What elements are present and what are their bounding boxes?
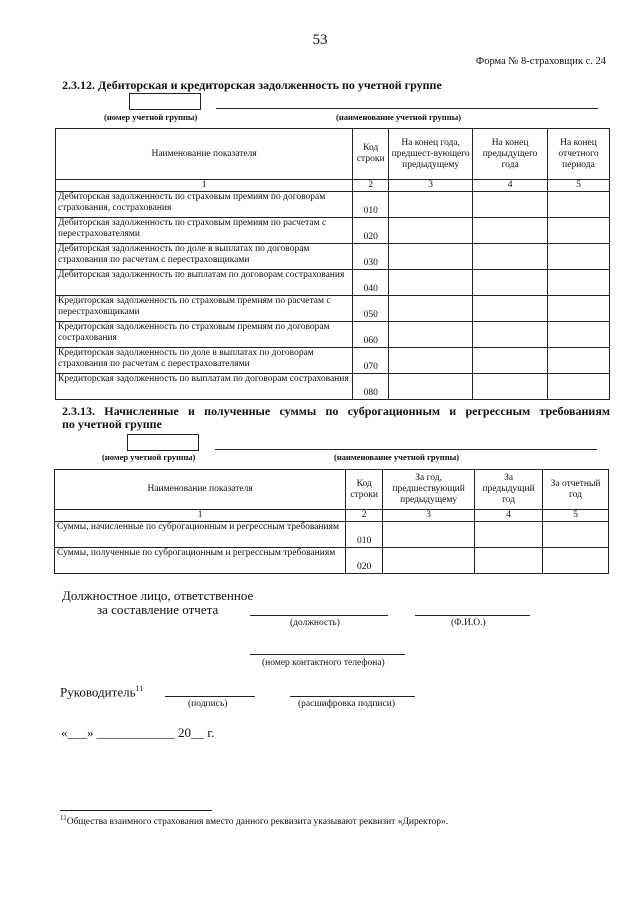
- table-row: [56, 348, 610, 374]
- form-reference: Форма № 8-страховщик с. 24: [475, 56, 606, 67]
- table-row: [56, 374, 610, 400]
- page-number: 53: [312, 32, 328, 48]
- header-col-4: За предыдущий год: [475, 470, 543, 510]
- row-name: Дебиторская задолженность по выплатам по договорам сострахования: [56, 270, 353, 296]
- header-col-3: На конец года, предшест-вующего предыдущему: [389, 129, 473, 180]
- row-name: Дебиторская задолженность по страховым премиям по договорам страхования, сострахования: [56, 192, 353, 218]
- value-cell[interactable]: [548, 270, 610, 296]
- table-row: [56, 296, 610, 322]
- header-col-3: За год, предшествующий предыдущему: [383, 470, 475, 510]
- table-row: [56, 270, 610, 296]
- footnote: [60, 814, 448, 827]
- value-cell[interactable]: [473, 374, 548, 400]
- header-indicator: Наименование показателя: [56, 129, 353, 180]
- group-number-box[interactable]: [127, 434, 199, 451]
- phone-line[interactable]: [250, 654, 405, 655]
- col-number: 5: [548, 180, 610, 192]
- value-cell[interactable]: [383, 522, 475, 548]
- decoding-line[interactable]: [290, 696, 415, 697]
- group-number-caption: (номер учетной группы): [102, 452, 196, 462]
- column-number-row: [55, 510, 609, 522]
- decoding-caption: (расшифровка подписи): [298, 699, 395, 709]
- col-number: 1: [56, 180, 353, 192]
- value-cell[interactable]: [473, 244, 548, 270]
- value-cell[interactable]: [389, 374, 473, 400]
- row-code: 010: [353, 192, 389, 218]
- group-number-box[interactable]: [129, 93, 201, 110]
- row-name: Кредиторская задолженность по доле в выплатах по договорам страхования по расчетам с перестрахователями: [56, 348, 353, 374]
- value-cell[interactable]: [389, 218, 473, 244]
- col-number: 3: [389, 180, 473, 192]
- value-cell[interactable]: [383, 548, 475, 574]
- header-row: [56, 129, 610, 180]
- row-name: Дебиторская задолженность по страховым премиям по расчетам с перестрахователями: [56, 218, 353, 244]
- column-number-row: [56, 180, 610, 192]
- row-name: Суммы, полученные по суброгационным и регрессным требованиям: [55, 548, 346, 574]
- value-cell[interactable]: [475, 522, 543, 548]
- head-footnote-mark: 11: [135, 684, 144, 693]
- row-code: 070: [353, 348, 389, 374]
- footnote-mark: 11: [60, 814, 67, 822]
- group-name-caption: (наименование учетной группы): [334, 452, 460, 462]
- value-cell[interactable]: [389, 244, 473, 270]
- row-code: 010: [346, 522, 383, 548]
- value-cell[interactable]: [473, 322, 548, 348]
- col-number: 2: [346, 510, 383, 522]
- row-code: 020: [353, 218, 389, 244]
- value-cell[interactable]: [473, 296, 548, 322]
- value-cell[interactable]: [389, 192, 473, 218]
- header-col-5: За отчетный год: [543, 470, 609, 510]
- subrogation-table: [54, 469, 609, 574]
- value-cell[interactable]: [389, 270, 473, 296]
- col-number: 5: [543, 510, 609, 522]
- date-line[interactable]: «___» ____________ 20__ г.: [61, 725, 215, 740]
- row-code: 030: [353, 244, 389, 270]
- group-number-caption: (номер учетной группы): [104, 112, 198, 122]
- value-cell[interactable]: [543, 548, 609, 574]
- head-label: [60, 684, 143, 700]
- position-caption: (должность): [290, 618, 340, 628]
- table-row: [55, 522, 609, 548]
- footnote-text: Общества взаимного страхования вместо данного реквизита указывают реквизит «Директор».: [66, 817, 449, 828]
- value-cell[interactable]: [473, 218, 548, 244]
- section-title-2-3-12: 2.3.12. Дебиторская и кредиторская задолженность по учетной группе: [62, 78, 442, 92]
- value-cell[interactable]: [548, 218, 610, 244]
- value-cell[interactable]: [548, 348, 610, 374]
- official-label-line1: Должностное лицо, ответственное: [62, 588, 254, 603]
- row-name: Кредиторская задолженность по выплатам по договорам сострахования: [56, 374, 353, 400]
- col-number: 4: [473, 180, 548, 192]
- value-cell[interactable]: [475, 548, 543, 574]
- row-code: 050: [353, 296, 389, 322]
- value-cell[interactable]: [543, 522, 609, 548]
- value-cell[interactable]: [389, 322, 473, 348]
- fio-caption: (Ф.И.О.): [451, 618, 486, 628]
- value-cell[interactable]: [473, 192, 548, 218]
- table-row: [56, 192, 610, 218]
- footnote-separator: [60, 810, 212, 811]
- table-row: [56, 322, 610, 348]
- row-name: Кредиторская задолженность по страховым премиям по расчетам с перестраховщиками: [56, 296, 353, 322]
- group-name-line[interactable]: [216, 108, 598, 109]
- table-row: [55, 548, 609, 574]
- value-cell[interactable]: [473, 348, 548, 374]
- value-cell[interactable]: [548, 374, 610, 400]
- row-name: Кредиторская задолженность по страховым премиям по договорам сострахования: [56, 322, 353, 348]
- phone-caption: (номер контактного телефона): [262, 658, 385, 668]
- position-line[interactable]: [250, 615, 388, 616]
- row-code: 060: [353, 322, 389, 348]
- col-number: 4: [475, 510, 543, 522]
- official-label-line2: за составление отчета: [97, 602, 219, 617]
- table-row: [56, 244, 610, 270]
- value-cell[interactable]: [389, 348, 473, 374]
- value-cell[interactable]: [473, 270, 548, 296]
- row-name: Дебиторская задолженность по доле в выплатах по договорам страхования по расчетам с перестраховщиками: [56, 244, 353, 270]
- section-title-2-3-13-continued: по учетной группе: [62, 417, 162, 431]
- group-name-line[interactable]: [215, 449, 597, 450]
- group-name-caption: (наименование учетной группы): [336, 112, 462, 122]
- value-cell[interactable]: [548, 192, 610, 218]
- header-code: Код строки: [353, 129, 389, 180]
- col-number: 2: [353, 180, 389, 192]
- row-code: 040: [353, 270, 389, 296]
- value-cell[interactable]: [548, 296, 610, 322]
- value-cell[interactable]: [389, 296, 473, 322]
- header-row: [55, 470, 609, 510]
- row-name: Суммы, начисленные по суброгационным и регрессным требованиям: [55, 522, 346, 548]
- section-title-2-3-13: 2.3.13. Начисленные и полученные суммы по суброгационным и регрессным требованиям: [62, 404, 610, 418]
- row-code: 080: [353, 374, 389, 400]
- value-cell[interactable]: [548, 322, 610, 348]
- fio-line[interactable]: [415, 615, 530, 616]
- signature-caption: (подпись): [188, 699, 228, 709]
- row-code: 020: [346, 548, 383, 574]
- header-col-5: На конец отчетного периода: [548, 129, 610, 180]
- signature-line[interactable]: [165, 696, 255, 697]
- header-code: Код строки: [346, 470, 383, 510]
- head-label-text: Руководитель: [60, 684, 136, 700]
- table-row: [56, 218, 610, 244]
- col-number: 1: [55, 510, 346, 522]
- col-number: 3: [383, 510, 475, 522]
- receivables-payables-table: [55, 128, 610, 400]
- value-cell[interactable]: [548, 244, 610, 270]
- header-indicator: Наименование показателя: [55, 470, 346, 510]
- header-col-4: На конец предыдущего года: [473, 129, 548, 180]
